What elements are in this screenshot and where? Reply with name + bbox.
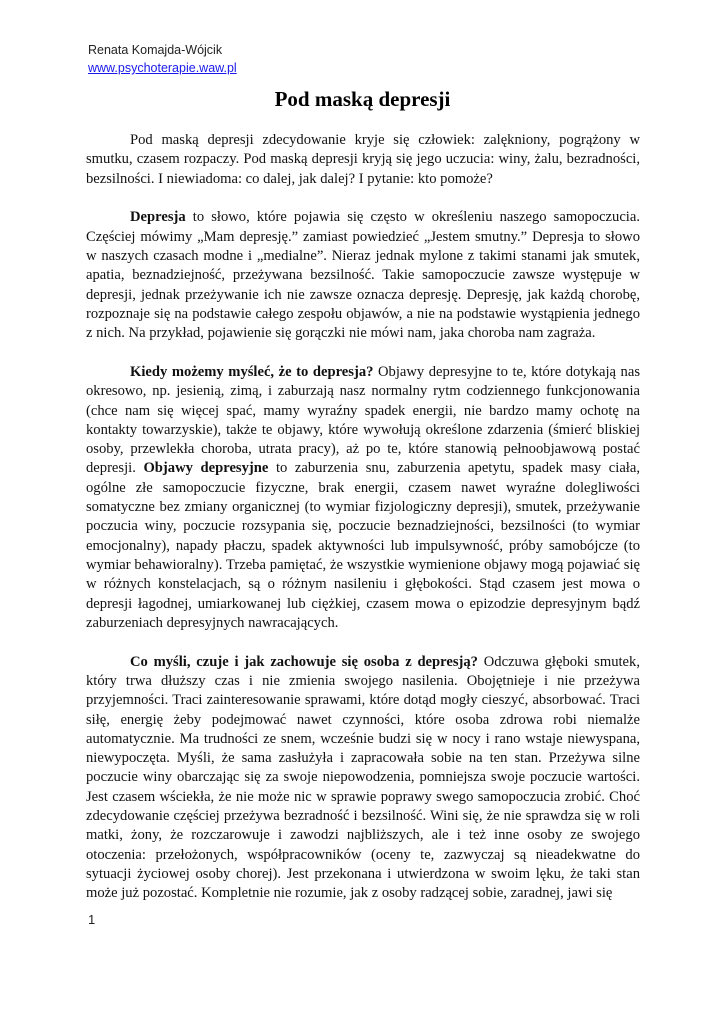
page-header bbox=[88, 41, 237, 77]
paragraph-definition bbox=[86, 208, 640, 343]
document-body bbox=[86, 131, 640, 923]
paragraph-intro: Pod maską depresji zdecydowanie kryje się człowiek: zalękniony, pogrążony w smutku, czasem rozpaczy. Pod maską depresji kryją się jego uczucia: winy, żalu, bezradności, bezsilności. I niewiadoma: co dalej, jak dalej? I pytanie: kto pomoże? bbox=[86, 132, 640, 187]
document-title: Pod maską depresji bbox=[274, 87, 451, 111]
paragraph-text: to zaburzenia snu, zaburzenia apetytu, spadek masy ciała, ogólne złe samopoczucie fizyczne, brak energii, czasem nawet wyraźne dolegliwości somatyczne bez zmiany organicznej (to wymiar fizjologiczny depresji), smutek, przeżywanie poczucia winy, poczucie rozsypania się, poczucie beznadziejności, bezsilności (to wymiar emocjonalny), napady płaczu, spadek aktywności lub impulsywność, próby samobójcze (to wymiar behawioralny). Trzeba pamiętać, że wszystkie wymienione objawy mogą pojawiać się w różnych konstelacjach, są o różnym nasileniu i głębokości. Stąd czasem jest mowa o depresji łagodnej, umiarkowanej lub ciężkiej, czasem mowa o epizodzie depresyjnym bądź zaburzeniach depresyjnych nawracających. bbox=[86, 460, 640, 631]
bold-term: Objawy depresyjne bbox=[143, 460, 269, 477]
paragraph-text: Objawy depresyjne to te, które dotykają nas okresowo, np. jesienią, zimą, i zaburzają nasz normalny rytm codziennego funkcjonowania (chce nam się więcej spać, mamy wyraźny spadek energii, nie bardzo mamy ochotę na kontakty towarzyskie), także te objawy, które wywołują określone zdarzenia (śmierć bliskiej osoby, przewlekła choroba, utrata pracy), aż po te, które stanowią pełnoobjawową postać depresji. bbox=[86, 363, 640, 477]
paragraph-behavior bbox=[86, 653, 640, 904]
page-number: 1 bbox=[88, 912, 96, 927]
author-name: Renata Komajda-Wójcik bbox=[88, 43, 223, 57]
bold-term: Depresja bbox=[130, 209, 186, 226]
bold-question: Kiedy możemy myśleć, że to depresja? bbox=[130, 363, 374, 380]
website-link[interactable]: www.psychoterapie.waw.pl bbox=[88, 61, 237, 75]
paragraph-when bbox=[86, 363, 640, 633]
bold-question: Co myśli, czuje i jak zachowuje się osoba z depresją? bbox=[130, 653, 478, 670]
paragraph-text: to słowo, które pojawia się często w określeniu naszego samopoczucia. Częściej mówimy „Mam depresję.” zamiast powiedzieć „Jestem smutny.” Depresja to słowo w naszych czasach modne i „medialne”. Nieraz jednak mylone z takimi stanami jak smutek, apatia, beznadziejność, przeżywana bezsilność. Takie samopoczucie zawsze występuje w depresji, jednak przeżywanie ich nie zawsze oznacza depresję. Depresję, jak każdą chorobę, rozpoznaje się na podstawie całego zespołu objawów, a nie na podstawie wystąpienia jednego z nich. Na przykład, pojawienie się gorączki nie mówi nam, jaka choroba nam zagraża. bbox=[86, 209, 640, 342]
paragraph-text: Odczuwa głęboki smutek, który trwa dłuższy czas i nie zmienia swojego nasilenia. Obojętnieje i nie przeżywa przyjemności. Traci zainteresowanie sprawami, które dotąd mogły cieszyć, absorbować. Traci siłę, energię żeby podejmować nawet czynności, które osoba zdrowa robi niemalże automatycznie. Ma trudności ze snem, wcześnie budzi się w nocy i rano wstaje niewyspana, niewypoczęta. Myśli, że sama zasłużyła i zapracowała sobie na ten stan. Przeżywa silne poczucie winy obarczając się za swoje niepowodzenia, pomniejsza swoje poczucie wartości. Jest czasem wściekła, że nie może nic w sprawie poprawy swego samopoczucia zrobić. Choć zdecydowanie częściej przeżywa bezradność i bezsilność. Wini się, że nie sprawdza się w roli matki, żony, że rozczarowuje i zawodzi najbliższych, ale i też inne osoby ze swojego otoczenia: przełożonych, współpracowników (oceny te, zazwyczaj są nieadekwatne do sytuacji życiowej osoby chorej). Jest przekonana i utwierdzona w swoim lęku, że taki stan może już pozostać. Kompletnie nie rozumie, jak z osoby radzącej sobie, zaradnej, jawi się bbox=[86, 653, 640, 902]
